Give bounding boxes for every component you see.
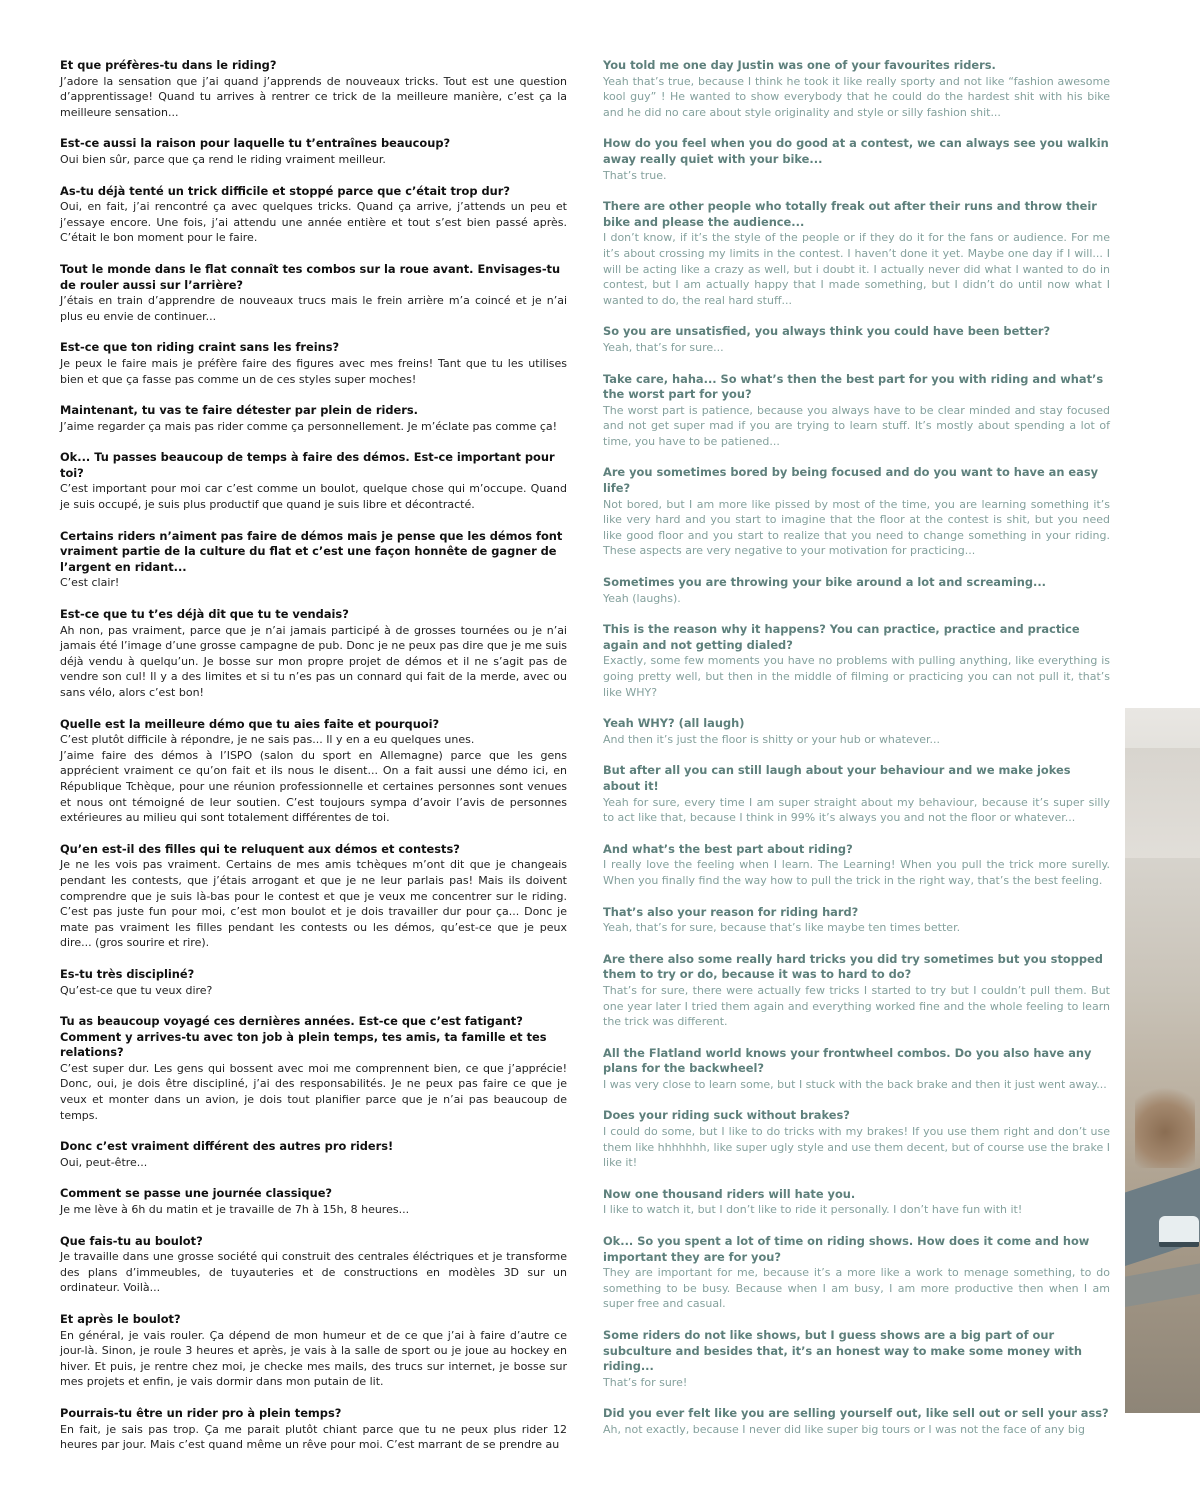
photo-road [1125,1158,1200,1268]
question-heading: As-tu déjà tenté un trick difficile et stoppé parce que c’était trop dur? [60,183,510,198]
bmx-background-photo [1125,708,1200,1413]
question-heading: Est-ce que ton riding craint sans les freins? [60,340,340,355]
answer-text: Qu’est-ce que tu veux dire? [60,983,213,997]
qa-block [60,717,567,826]
answer-text: En fait, je sais pas trop. Ça me parait plutôt chiant parce que tu ne peux plus rider 12 heures par jour. Mais c’est quand même un rêve pour moi. C’est marrant de se prendre au [60,1422,567,1452]
qa-block [603,1046,1110,1093]
qa-block [60,529,567,591]
question-heading: But after all you can still laugh about your behaviour and we make jokes about it! [603,763,1071,793]
answer-text: Yeah, that’s for sure, because that’s like maybe ten times better. [603,921,961,935]
question-heading: Es-tu très discipliné? [60,966,195,981]
qa-block [603,1328,1110,1390]
qa-block [603,1234,1110,1312]
photo-tree [1135,1078,1195,1168]
question-heading: Ok... So you spent a lot of time on riding shows. How does it come and how important they are for you? [603,1234,1090,1264]
answer-text: Oui, en fait, j’ai rencontré ça avec quelques tricks. Quand ça arrive, j’attends un peu et j’essaye encore. Une fois, j’ai attendu une année entière et tout s’est bien passé après. C’était le bon moment pour le faire. [60,200,567,245]
qa-block [60,967,567,998]
question-heading: Est-ce que tu t’es déjà dit que tu te vendais? [60,607,349,622]
answer-text: Je me lève à 6h du matin et je travaille de 7h à 15h, 8 heures... [60,1203,410,1217]
qa-block [603,842,1110,889]
question-heading: Et que préfères-tu dans le riding? [60,58,277,72]
qa-block [603,324,1110,355]
qa-block [603,465,1110,559]
question-heading: Quelle est la meilleure démo que tu aies faite et pourquoi? [60,716,440,731]
answer-text: C’est important pour moi car c’est comme un boulot, quelque chose qui m’occupe. Quand je suis occupé, je suis plus productif que quand je suis libre et décontracté. [60,482,567,512]
qa-block [60,184,567,246]
question-heading: Does your riding suck without brakes? [603,1108,850,1123]
answer-text: C’est super dur. Les gens qui bossent avec moi me comprennent bien, ce que j’apprécie! Donc, oui, je dois être discipliné, j’ai des responsabilités. Je ne peux pas faire ce que je veux et monter dans un avion, je dois tout planifier parce que je n’ai pas beaucoup de temps. [60,1061,567,1122]
question-heading: Take care, haha... So what’s then the best part for you with riding and what’s the worst part for you? [603,371,1104,402]
qa-block [603,622,1110,700]
question-heading: Maintenant, tu vas te faire détester par plein de riders. [60,403,418,418]
answer-text: Ah non, pas vraiment, parce que je n’ai jamais participé à de grosses tournées ou je n’ai jamais été l’image d’une grosse campagne de pub. Donc je ne peux pas dire que je me suis déjà vendu à quelqu’un. Je bosse sur mon propre projet de démos et il ne s’agit pas de vendre son cul! Il y a des limites et si tu n’es pas un connard qui fait de la merde, avec ou sans vélo, alors c’est bon! [60,623,567,699]
question-heading: Qu’en est-il des filles qui te reluquent aux démos et contests? [60,841,460,856]
answer-text: Not bored, but I am more like pissed by most of the time, you are learning something it’s like very hard and you start to imagine that the floor at the contest is shit, but you need like good floor and you start to realize that you need to change something in your riding. These aspects are very negative to your motivation for practicing... [603,497,1110,558]
answer-text: I like to watch it, but I don’t like to ride it personally. I don’t have fun with it! [603,1203,1023,1217]
answer-text: Yeah, that’s for sure... [603,340,724,354]
question-heading: Ok... Tu passes beaucoup de temps à faire des démos. Est-ce important pour toi? [60,450,555,480]
question-heading: All the Flatland world knows your frontwheel combos. Do you also have any plans for the backwheel? [603,1045,1092,1076]
answer-text: Oui, peut-être... [60,1155,148,1169]
question-heading: Now one thousand riders will hate you. [603,1186,856,1201]
question-heading: Est-ce aussi la raison pour laquelle tu t’entraînes beaucoup? [60,136,451,151]
question-heading: Yeah WHY? (all laugh) [603,716,745,731]
answer-text: Yeah for sure, every time I am super straight about my behaviour, because it’s super silly to act like that, because I think in 99% it’s always you and not the floor or whatever... [603,795,1110,825]
qa-block [603,575,1110,606]
qa-block [603,199,1110,308]
question-heading: Comment se passe une journée classique? [60,1186,333,1201]
qa-block [60,607,567,701]
qa-block [603,763,1110,825]
answer-text: Je ne les vois pas vraiment. Certains de mes amis tchèques m’ont dit que je changeais pendant les contests, que j’étais arrogant et que je ne leur parlais pas! Mais ils doivent comprendre que je suis là-bas pour le contest et que je veux me concentrer sur le riding. C’est pas juste fun pour moi, c’est mon boulot et je dois travailler dur pour ça... Donc je mate pas vraiment les filles pendant les contests ou les démos, qu’est-ce que je peux dire... (gros sourire et rire). [60,858,567,950]
qa-block [60,1014,567,1123]
question-heading: Que fais-tu au boulot? [60,1233,203,1248]
answer-text: I don’t know, if it’s the style of the people or if they do it for the fans or audience. For me it’s about crossing my limits in the contest. I haven’t done it yet. Maybe one day if I will... I will be acting like a crazy as well, but i doubt it. I actually never did what I wanted to do in contest, but I am actually happy that I made something, but I didn’t do until now what I wanted to do, the real hard stuff... [603,231,1110,307]
answer-text: I really love the feeling when I learn. The Learning! When you pull the trick more surelly. When you finally find the way how to pull the trick in the right way, that’s the best feeling. [603,858,1110,887]
question-heading: Some riders do not like shows, but I guess shows are a big part of our subculture and besides that, it’s an honest way to make some money with riding... [603,1328,1082,1374]
answer-text: I was very close to learn some, but I stuck with the back brake and then it just went away... [603,1077,1107,1091]
photo-road-lower [1125,1258,1200,1308]
question-heading: There are other people who totally freak out after their runs and throw their bike and please the audience... [603,199,1097,229]
answer-text: En général, je vais rouler. Ça dépend de mon humeur et de ce que j’ai à faire d’autre ce jour-là. Sinon, je roule 3 heures et après, je vais à la salle de sport ou je joue au hockey en hiver. Et puis, je rentre chez moi, je checke mes mails, des trucs sur internet, je bosse sur mes projets et enfin, je vais dormir dans mon putain de lit. [60,1328,567,1389]
question-heading: So you are unsatisfied, you always think you could have been better? [603,324,1051,339]
question-heading: Tu as beaucoup voyagé ces dernières années. Est-ce que c’est fatigant? Comment y arrives-tu avec ton job à plein temps, tes amis, ta famille et tes relations? [60,1014,547,1060]
question-heading: Are there also some really hard tricks you did try sometimes but you stopped them to try or do, because it was to hard to do? [603,951,1103,982]
answer-text: They are important for me, because it’s a more like a work to menage something, to do something to be busy. Because when I am busy, I am more productive then when I am super free and casual. [603,1266,1110,1311]
qa-block [60,340,567,387]
qa-block [603,1108,1110,1170]
qa-block [60,450,567,512]
qa-block [603,136,1110,183]
answer-text: And then it’s just the floor is shitty or your hub or whatever... [603,732,941,746]
question-heading: That’s also your reason for riding hard? [603,904,859,919]
qa-block [60,1186,567,1217]
answer-text: That’s for sure, there were actually few tricks I started to try but I couldn’t pull them. But one year later I tried them again and everything worked fine and the whole feeling to learn the trick was different. [603,983,1110,1029]
answer-text: Ah, not exactly, because I never did like super big tours or I was not the face of any big [603,1422,1085,1436]
answer-text: C’est clair! [60,576,120,590]
answer-text: Oui bien sûr, parce que ça rend le riding vraiment meilleur. [60,152,386,166]
photo-van [1159,1216,1199,1247]
question-heading: Certains riders n’aiment pas faire de démos mais je pense que les démos font vraiment partie de la culture du flat et c’est une façon honnête de gagner de l’argent en ridant... [60,528,563,574]
answer-text: The worst part is patience, because you always have to be clear minded and stay focused and not get super mad if you are trying to learn stuff. It’s mostly about spending a lot of time, you have to be patiened... [603,403,1110,448]
right-column-english [603,58,1110,1454]
qa-block [603,1187,1110,1218]
qa-block [60,403,567,434]
answer-text: That’s for sure! [603,1375,688,1389]
qa-block [60,1234,567,1296]
answer-text: J’étais en train d’apprendre de nouveaux trucs mais le frein arrière m’a coincé et je n’ai plus eu envie de continuer... [60,294,567,323]
question-heading: Tout le monde dans le flat connaît tes combos sur la roue avant. Envisages-tu de rouler aussi sur l’arrière? [60,261,561,292]
question-heading: Sometimes you are throwing your bike around a lot and screaming... [603,575,1046,590]
left-column-french [60,58,567,1469]
question-heading: This is the reason why it happens? You can practice, practice and practice again and not getting dialed? [603,622,1080,652]
question-heading: Et après le boulot? [60,1312,181,1326]
answer-text: J’aime regarder ça mais pas rider comme ça personnellement. Je m’éclate pas comme ça! [60,419,558,433]
answer-text: I could do some, but I like to do tricks with my brakes! If you use them right and don’t use them like hhhhhhh, like super ugly style and use them decent, but of course use the brake I like it! [603,1125,1110,1170]
qa-block [60,262,567,324]
question-heading: Did you ever felt like you are selling yourself out, like sell out or sell your ass? [603,1406,1109,1421]
qa-block [60,58,567,120]
qa-block [603,58,1110,120]
qa-block [60,1139,567,1170]
answer-text: Je travaille dans une grosse société qui construit des centrales éléctriques et je transforme des plans d’immeubles, de tuyauteries et de constructions en modèles 3D sur un ordinateur. Voilà... [60,1250,567,1295]
question-heading: How do you feel when you do good at a contest, we can always see you walkin away really quiet with your bike... [603,136,1109,166]
question-heading: You told me one day Justin was one of your favourites riders. [603,58,996,72]
answer-text: J’adore la sensation que j’ai quand j’apprends de nouveaux tricks. Tout est une question d’apprentissage! Quand tu arrives à rentrer ce trick de la meilleure manière, c’est ça la meilleure sensation... [60,74,567,119]
question-heading: Pourrais-tu être un rider pro à plein temps? [60,1405,342,1420]
qa-block [603,716,1110,747]
qa-block [603,372,1110,450]
qa-block [603,1406,1110,1437]
answer-text: C’est plutôt difficile à répondre, je ne sais pas... Il y en a eu quelques unes. J’aime faire des démos à l’ISPO (salon du sport en Allemagne) parce que les gens apprécient vraiment ce qu’on fait et ils nous le disent... On a fait aussi une démo ici, en République Tchèque, pour une réunion professionnelle et certaines personnes sont venues et nous ont témoigné de leur soutien. C’est toujours sympa d’avoir l’avis de personnes extérieures au milieu qui sont totalement différentes de toi. [60,733,567,825]
question-heading: Donc c’est vraiment différent des autres pro riders! [60,1139,394,1154]
answer-text: Yeah that’s true, because I think he took it like really sporty and not like “fashion awesome kool guy” ! He wanted to show everybody that he could do the hardest shit with his bike and he did no care about style originality and style or silly fashion shit... [603,74,1110,119]
qa-block [60,842,567,951]
answer-text: Je peux le faire mais je préfère faire des figures avec mes freins! Tant que tu les utilises bien et que ça fasse pas comme un de ces styles super moches! [60,356,567,386]
answer-text: Yeah (laughs). [603,591,681,605]
qa-block [603,952,1110,1030]
answer-text: Exactly, some few moments you have no problems with pulling anything, like everything is going pretty well, but then in the middle of filming or practicing you can not pull it, that’s like WHY? [603,654,1110,699]
qa-block [60,1406,567,1453]
question-heading: Are you sometimes bored by being focused and do you want to have an easy life? [603,465,1099,496]
photo-sky [1125,748,1200,858]
answer-text: That’s true. [603,168,667,182]
qa-block [603,905,1110,936]
qa-block [60,1312,567,1390]
question-heading: And what’s the best part about riding? [603,841,853,856]
qa-block [60,136,567,167]
